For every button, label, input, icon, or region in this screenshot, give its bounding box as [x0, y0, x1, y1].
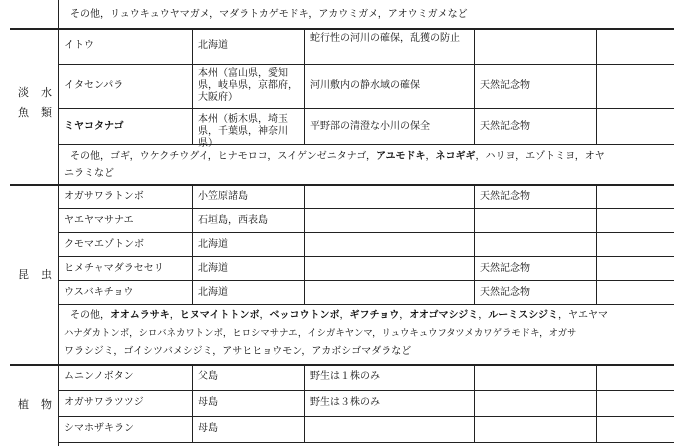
plant-name-3: シマホザキラン — [64, 423, 134, 434]
insect-name-4: ヒメチャマダラセセリ — [64, 263, 164, 274]
fish-other-sep1: ， — [425, 151, 436, 162]
plant-region-3: 母島 — [198, 423, 218, 434]
rule-v-c3 — [474, 365, 475, 443]
insect-status-1: 天然記念物 — [480, 191, 530, 202]
rule-v-d2 — [596, 185, 597, 305]
rule-v-c2 — [474, 185, 475, 305]
rule-pl-2 — [58, 416, 674, 417]
category-freshwater-line2: 魚 類 — [18, 106, 53, 119]
insect-other-s2: ， — [259, 310, 270, 321]
insect-name-5: ウスバキチョウ — [64, 287, 134, 298]
rule-v-a2 — [192, 185, 193, 305]
rule-v-c1 — [474, 29, 475, 145]
rule-v-a3 — [192, 365, 193, 443]
plant-region-2: 母島 — [198, 397, 218, 408]
plant-note-2: 野生は３株のみ — [310, 397, 380, 408]
fish-other-prefix: その他，ゴギ，ウケクチウグイ，ヒナモロコ，スイゲンゼニタナゴ， — [70, 151, 376, 162]
rule-pl-1 — [58, 390, 674, 391]
fish-region-2: 本州（富山県，愛知県，岐阜県，京都府，大阪府） — [198, 68, 298, 103]
rule-fish-3 — [58, 144, 674, 145]
insect-other-line3: ワラシジミ，ゴイシツバメシジミ，アサヒヒョウモン，アカボシゴマダラなど — [64, 346, 412, 357]
rule-v-d1 — [596, 29, 597, 145]
rule-v-category — [58, 0, 59, 446]
top-other-note: その他，リュウキュウヤマガメ，マダラトカゲモドキ，アカウミガメ，アオウミガメなど — [70, 9, 468, 20]
rule-ins-end — [10, 364, 674, 366]
insect-other-s5: ， — [478, 310, 489, 321]
fish-status-3: 天然記念物 — [480, 121, 530, 132]
rule-v-d3 — [596, 365, 597, 443]
fish-name-1: イトウ — [64, 40, 94, 51]
insect-status-5: 天然記念物 — [480, 287, 530, 298]
insect-other-s4: ， — [399, 310, 410, 321]
insect-region-5: 北海道 — [198, 287, 228, 298]
insect-other-b4: ギフチョウ — [349, 310, 400, 321]
insect-name-2: ヤエヤマサナエ — [64, 215, 134, 226]
insect-other-s3: ， — [339, 310, 350, 321]
fish-region-3: 本州（栃木県，埼玉県，千葉県，神奈川県） — [198, 114, 288, 149]
plant-note-1: 野生は１株のみ — [310, 371, 380, 382]
rule-v-b2 — [304, 185, 305, 305]
insect-other-s1: ， — [169, 310, 180, 321]
rule-fish-end — [10, 184, 674, 186]
rule-v-b1 — [304, 29, 305, 145]
plant-name-1: ムニンノボタン — [64, 371, 134, 382]
insect-region-3: 北海道 — [198, 239, 228, 250]
fish-other-line2: ニラミなど — [64, 168, 114, 179]
rule-fish-1 — [58, 64, 674, 65]
insect-region-1: 小笠原諸島 — [198, 191, 248, 202]
category-plants: 植 物 — [18, 398, 53, 411]
fish-other-bold2: ネコギギ — [435, 151, 476, 162]
rule-ins-4 — [58, 280, 674, 281]
rule-v-b3 — [304, 365, 305, 443]
fish-name-2: イタセンパラ — [64, 80, 124, 91]
rule-fish-2 — [58, 108, 674, 109]
insect-region-4: 北海道 — [198, 263, 228, 274]
plant-region-1: 父島 — [198, 371, 218, 382]
plant-name-2: オガサワラツツジ — [64, 397, 144, 408]
insect-other-line2: ハナダカトンボ，シロバネカワトンボ，ヒロシマサナエ，イシガキヤンマ，リュウキュウフタツメカワゲラモドキ，オガサ — [64, 328, 577, 339]
fish-region-1: 北海道 — [198, 40, 228, 51]
rule-top — [10, 28, 674, 30]
insect-status-4: 天然記念物 — [480, 263, 530, 274]
category-insects: 昆 虫 — [18, 268, 53, 281]
fish-note-3: 平野部の清澄な小川の保全 — [310, 121, 430, 132]
fish-status-2: 天然記念物 — [480, 80, 530, 91]
insect-other-b5: オオゴマシジミ — [409, 310, 479, 321]
insect-other-b3: ベッコウトンボ — [269, 310, 340, 321]
insect-other-rest: ，ヤエヤマ — [558, 310, 609, 321]
rule-ins-3 — [58, 256, 674, 257]
fish-note-1: 蛇行性の河川の確保，乱獲の防止 — [310, 33, 460, 44]
fish-other-bold1: アユモドキ — [376, 151, 426, 162]
insect-other-b6: ルーミスシジミ — [488, 310, 559, 321]
insect-other-b1: オオムラサキ — [110, 310, 170, 321]
insect-other-b2: ヒヌマイトトンボ — [179, 310, 260, 321]
insect-other-line1 — [70, 310, 608, 322]
insect-name-1: オガサワラトンボ — [64, 191, 144, 202]
rule-ins-5 — [58, 304, 674, 305]
category-freshwater-line1: 淡 水 — [18, 86, 53, 99]
fish-other-line1 — [70, 151, 605, 163]
rule-ins-1 — [58, 208, 674, 209]
insect-region-2: 石垣島，西表島 — [198, 215, 268, 226]
fish-name-3: ミヤコタナゴ — [64, 121, 124, 132]
rule-v-a1 — [192, 29, 193, 145]
rule-ins-2 — [58, 232, 674, 233]
insect-name-3: クモマエゾトンボ — [64, 239, 144, 250]
rule-pl-3 — [58, 442, 674, 443]
fish-note-2: 河川敷内の静水域の確保 — [310, 80, 420, 91]
fish-other-rest1: ，ハリヨ，エゾトミヨ，オヤ — [475, 151, 605, 162]
insect-other-prefix: その他， — [70, 310, 110, 321]
